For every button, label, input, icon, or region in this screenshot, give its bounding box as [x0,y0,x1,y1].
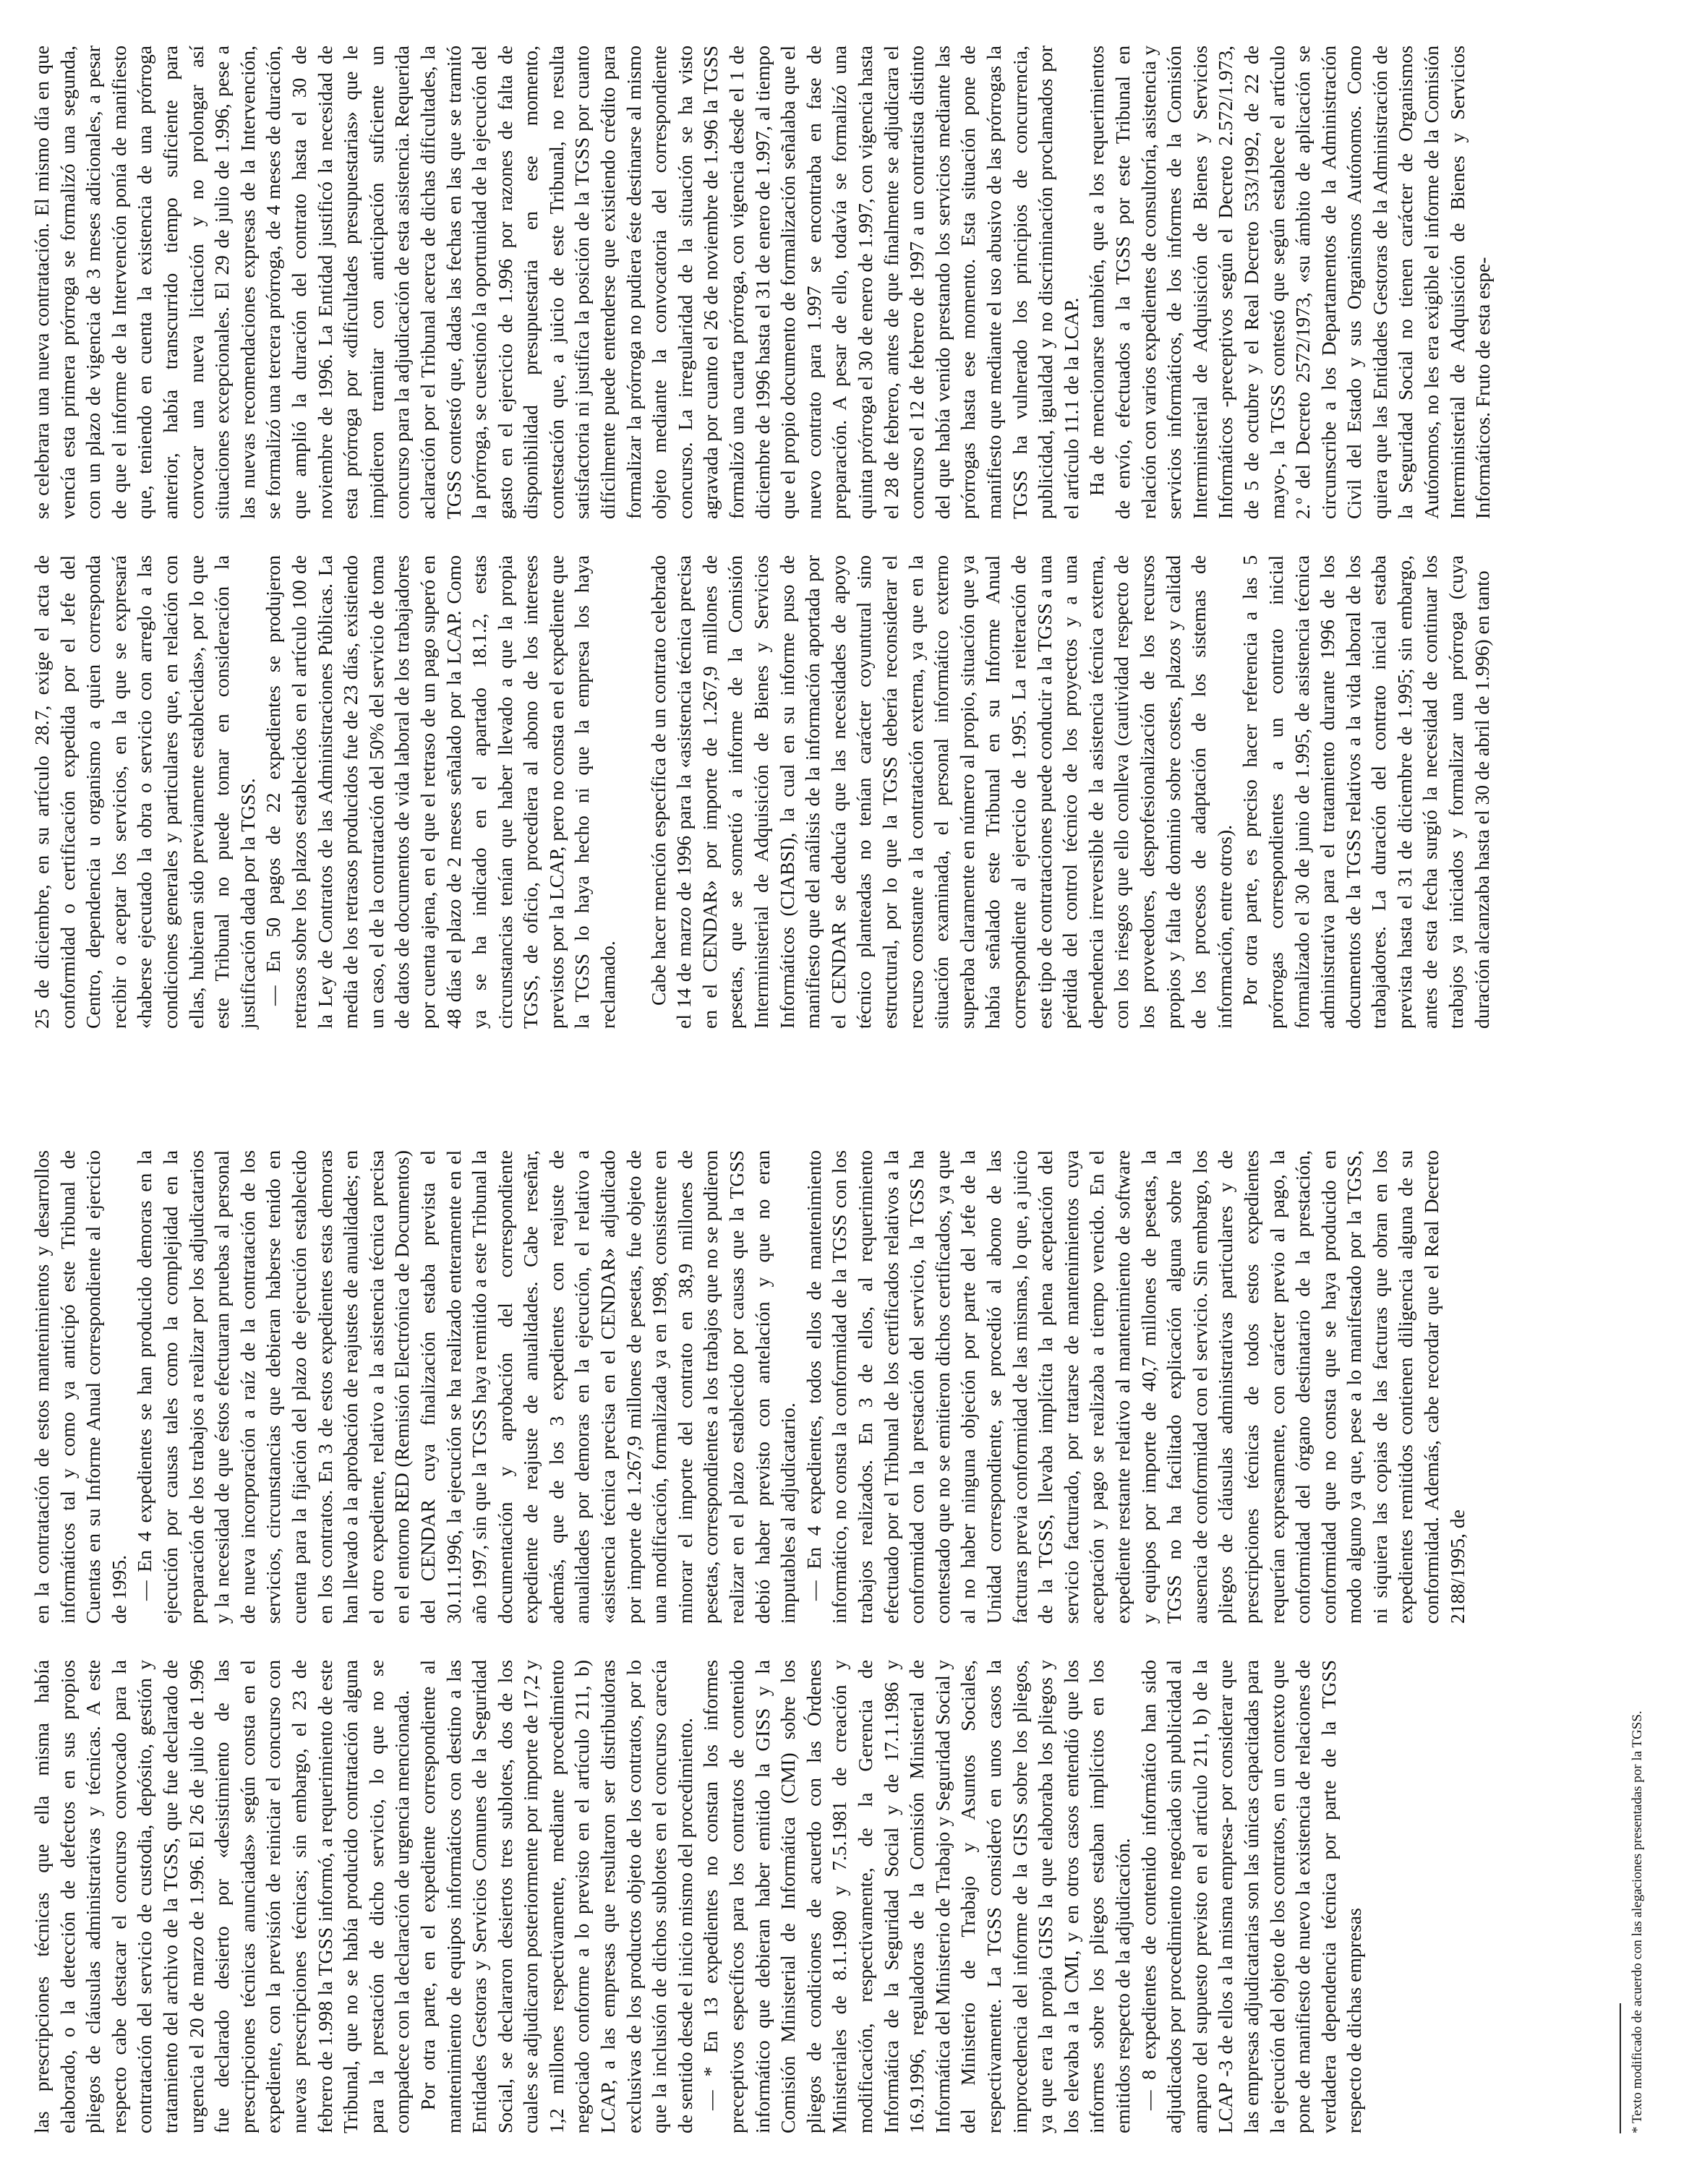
paragraph: Por otra parte, en el expediente correspondiente al mantenimiento de equipos informáticos con destino a las Entidades Gestoras y Servicios Comunes de la Seguridad Social, se declararon desiertos tres sublotes, dos de los cuales se adjudicaron posteriormente por importe de 17,2 y 1,2 millones respectivamente, mediante procedimiento negociado conforme a lo previsto en el artículo 211, b) LCAP, a las empresas que resultaron ser distribuidoras exclusivas de los productos objeto de los contratos, por lo que la inclusión de dichos sublotes en el concurso carecía de sentido desde el inicio mismo del procedimiento. [416,1660,696,2133]
left-column-1 [29,1660,1367,2133]
paragraph: 25 de diciembre, en su artículo 28.7, exige el acta de conformidad o certificación expedida por el Jefe del Centro, dependencia u organismo a quien corresponda recibir o aceptar los servicios, en la que se expresará «haberse ejecutado la obra o servicio con arreglo a las condiciones generales y particulares que, en relación con ellas, hubieran sido previamente establecidas», por lo que este Tribunal no puede tomar en consideración la justificación dada por la TGSS. [30,555,259,1029]
paragraph: — En 4 expedientes se han producido demoras en la ejecución por causas tales como la complejidad en la preparación de los trabajos a realizar por los adjudicatarios y la necesidad de que éstos efectuaran pruebas al personal de nueva incorporación a raíz de la contratación de los servicios, circunstancias que debieran haberse tenido en cuenta para la fijación del plazo de ejecución establecido en los contratos. En 3 de estos expedientes estas demoras han llevado a la aprobación de reajustes de anualidades; en el otro expediente, relativo a la asistencia técnica precisa en el entorno RED (Remisión Electrónica de Documentos) del CENDAR cuya finalización estaba prevista el 30.11.1996, la ejecución se ha realizado enteramente en el año 1997, sin que la TGSS haya remitido a este Tribunal la documentación y aprobación del correspondiente expediente de reajuste de anualidades. Cabe reseñar, además, que de los 3 expedientes con reajuste de anualidades por demoras en la ejecución, el relativo a «asistencia técnica precisa en el CENDAR» adjudicado por importe de 1.267,9 millones de pesetas, fue objeto de una modificación, formalizada ya en 1998, consistente en minorar el importe del contrato en 38,9 millones de pesetas, correspondientes a los trabajos que no se pudieron realizar en el plazo establecido por causas que la TGSS debió haber previsto con antelación y que no eran imputables al adjudicatario. [133,1150,800,1624]
left-column-2 [29,1150,1470,1624]
left-half-page [29,1150,1674,2133]
paragraph: las prescripciones técnicas que ella misma había elaborado, o la detección de defectos en sus propios pliegos de cláusulas administrativas y técnicas. A este respecto cabe destacar el concurso convocado para la contratación del servicio de custodia, depósito, gestión y tratamiento del archivo de la TGSS, que fue declarado de urgencia el 20 de marzo de 1.996. El 26 de julio de 1.996 fue declarado desierto por «desistimiento de las prescripciones técnicas anunciadas» según consta en el expediente, con la previsión de reiniciar el concurso con nuevas prescripciones técnicas; sin embargo, el 23 de febrero de 1.998 la TGSS informó, a requerimiento de este Tribunal, que no se había producido contratación alguna para la prestación de dicho servicio, lo que no se compadece con la declaración de urgencia mencionada. [30,1660,414,2133]
paragraph: Por otra parte, es preciso hacer referencia a las 5 prórrogas correspondientes a un contrato inicial formalizado el 30 de junio de 1.995, de asistencia técnica administrativa para el tratamiento durante 1996 de los documentos de la TGSS relativos a la vida laboral de los trabajadores. La duración del contrato inicial estaba prevista hasta el 31 de diciembre de 1.995; sin embargo, antes de esta fecha surgió la necesidad de continuar los trabajos ya iniciados y formalizar una prórroga (cuya duración alcanzaba hasta el 30 de abril de 1.996) en tanto [1239,555,1493,1029]
footnote-rule [1620,2003,1621,2133]
paragraph: se celebrara una nueva contratación. El mismo día en que vencía esta primera prórroga se formalizó una segunda, con un plazo de vigencia de 3 meses adicionales, a pesar de que el informe de la Intervención ponía de manifiesto que, teniendo en cuenta la existencia de una prórroga anterior, había transcurrido tiempo suficiente para convocar una nueva licitación y no prolongar así situaciones excepcionales. El 29 de julio de 1.996, pese a las nuevas recomendaciones expresas de la Intervención, se formalizó una tercera prórroga, de 4 meses de duración, que amplió la duración del contrato hasta el 30 de noviembre de 1996. La Entidad justificó la necesidad de esta prórroga por «dificultades presupuestarias» que le impidieron tramitar con anticipación suficiente un concurso para la adjudicación de esta asistencia. Requerida aclaración por el Tribunal acerca de dichas dificultades, la TGSS contestó que, dadas las fechas en las que se tramitó la prórroga, se cuestionó la oportunidad de la ejecución del gasto en el ejercicio de 1.996 por razones de falta de disponibilidad presupuestaria en ese momento, contestación que, a juicio de este Tribunal, no resulta satisfactoria ni justifica la posición de la TGSS por cuanto difícilmente puede entenderse que existiendo crédito para formalizar la prórroga no pudiera éste destinarse al mismo objeto mediante la convocatoria del correspondiente concurso. La irregularidad de la situación se ha visto agravada por cuanto el 26 de noviembre de 1.996 la TGSS formalizó una cuarta prórroga, con vigencia desde el 1 de diciembre de 1996 hasta el 31 de enero de 1.997, al tiempo que el propio documento de formalización señalaba que el nuevo contrato para 1.997 se encontraba en fase de preparación. A pesar de ello, todavía se formalizó una quinta prórroga el 30 de enero de 1.997, con vigencia hasta el 28 de febrero, antes de que finalmente se adjudicara el concurso el 12 de febrero de 1997 a un contratista distinto del que había venido prestando los servicios mediante las prórrogas hasta ese momento. Esta situación pone de manifiesto que mediante el uso abusivo de las prórrogas la TGSS ha vulnerado los principios de concurrencia, publicidad, igualdad y no discriminación proclamados por el artículo 11.1 de la LCAP. [30,46,1082,519]
paragraph: — En 50 pagos de 22 expedientes se produjeron retrasos sobre los plazos establecidos en el artículo 100 de la Ley de Contratos de las Administraciones Públicas. La media de los retrasos producidos fue de 23 días, existiendo un caso, el de la contratación del 50% del servicio de toma de datos de documentos de vida laboral de los trabajadores por cuenta ajena, en el que el retraso de un pago superó en 48 días el plazo de 2 meses señalado por la LCAP. Como ya se ha indicado en el apartado 18.1.2, estas circunstancias tenían que haber llevado a que la propia TGSS, de oficio, procediera al abono de los intereses previstos por la LCAP, pero no consta en el expediente que la TGSS lo haya hecho ni que la empresa los haya reclamado. [262,555,620,1029]
page-frame [29,44,1674,2133]
paragraph: Ha de mencionarse también, que a los requerimientos de envío, efectuados a la TGSS por este Tribunal en relación con varios expedientes de consultoría, asistencia y servicios informáticos, de los informes de la Comisión Interministerial de Adquisición de Bienes y Servicios Informáticos -preceptivos según el Decreto 2.572/1.973, de 5 de octubre y el Real Decreto 533/1992, de 22 de mayo-, la TGSS contestó que según establece el artículo 2.º del Decreto 2572/1973, «su ámbito de aplicación se circunscribe a los Departamentos de la Administración Civil del Estado y sus Organismos Autónomos. Como quiera que las Entidades Gestoras de la Administración de la Seguridad Social no tienen carácter de Organismos Autónomos, no les era exigible el informe de la Comisión Interministerial de Adquisición de Bienes y Servicios Informáticos. Fruto de esta espe- [1085,46,1495,519]
footnote: * Texto modificado de acuerdo con las alegaciones presentadas por la TGSS. [1630,1710,1645,2133]
paragraph: — En 4 expedientes, todos ellos de mantenimiento informático, no consta la conformidad de la TGSS con los trabajos realizados. En 3 de ellos, al requerimiento efectuado por el Tribunal de los certificados relativos a la conformidad con la prestación del servicio, la TGSS ha contestado que no se emitieron dichos certificados, ya que al no haber ninguna objeción por parte del Jefe de la Unidad correspondiente, se procedió al abono de las facturas previa conformidad de las mismas, lo que, a juicio de la TGSS, llevaba implícita la plena aceptación del servicio facturado, por tratarse de mantenimientos cuya aceptación y pago se realizaba a tiempo vencido. En el expediente restante relativo al mantenimiento de software y equipos por importe de 40,7 millones de pesetas, la TGSS no ha facilitado explicación alguna sobre la ausencia de conformidad con el servicio. Sin embargo, los pliegos de cláusulas administrativas particulares y de prescripciones técnicas de todos estos expedientes requerían expresamente, con carácter previo al pago, la conformidad del órgano destinatario de la prestación, conformidad que no consta que se haya producido en modo alguno ya que, pese a lo manifestado por la TGSS, ni siquiera las copias de las facturas que obran en los expedientes remitidos contienen diligencia alguna de su conformidad. Además, cabe recordar que el Real Decreto 2188/1995, de [802,1150,1468,1624]
paragraph: Cabe hacer mención específica de un contrato celebrado el 14 de marzo de 1996 para la «asistencia técnica precisa en el CENDAR» por importe de 1.267,9 millones de pesetas, que se sometió a informe de la Comisión Interministerial de Adquisición de Bienes y Servicios Informáticos (CIABSI), la cual en su informe puso de manifiesto que del análisis de la información aportada por el CENDAR se deducía que las necesidades de apoyo técnico planteadas no tenían carácter coyuntural sino estructural, por lo que la TGSS debería reconsiderar el recurso constante a la contratación externa, ya que en la situación examinada, el personal informático externo superaba claramente en número al propio, situación que ya había señalado este Tribunal en su Informe Anual correspondiente al ejercicio de 1.995. La reiteración de este tipo de contrataciones puede conducir a la TGSS a una pérdida del control técnico de los proyectos y a una dependencia irreversible de la asistencia técnica externa, con los riesgos que ello conlleva (cautividad respecto de los proveedores, desprofesionalización de los recursos propios y falta de dominio sobre costes, plazos y calidad de los procesos de adaptación de los sistemas de información, entre otros). [646,555,1236,1029]
paragraph: en la contratación de estos mantenimientos y desarrollos informáticos tal y como ya anticipó este Tribunal de Cuentas en su Informe Anual correspondiente al ejercicio de 1995. [30,1150,130,1624]
paragraph: — * En 13 expedientes no constan los informes preceptivos específicos para los contratos de contenido informático que debieran haber emitido la GISS y la Comisión Ministerial de Informática (CMI) sobre los pliegos de condiciones de acuerdo con las Órdenes Ministeriales de 8.1.1980 y 7.5.1981 de creación y modificación, respectivamente, de la Gerencia de Informática de la Seguridad Social y de 17.1.1986 y 16.9.1996, reguladoras de la Comisión Ministerial de Informática del Ministerio de Trabajo y Seguridad Social y del Ministerio de Trabajo y Asuntos Sociales, respectivamente. La TGSS consideró en unos casos la improcedencia del informe de la GISS sobre los pliegos, ya que era la propia GISS la que elaboraba los pliegos y los elevaba a la CMI, y en otros casos entendió que los informes sobre los pliegos estaban implícitos en los emitidos respecto de la adjudicación. [699,1660,1134,2133]
right-half-page [29,46,1674,1029]
right-column-2 [29,46,1496,519]
paragraph: — 8 expedientes de contenido informático han sido adjudicados por procedimiento negociado sin publicidad al amparo del supuesto previsto en el artículo 211, b) de la LCAP -3 de ellos a la misma empresa- por considerar que las empresas adjudicatarias son las únicas capacitadas para la ejecución del objeto de los contratos, en un contexto que pone de manifiesto de nuevo la existencia de relaciones de verdadera dependencia técnica por parte de la TGSS respecto de dichas empresas [1137,1660,1366,2133]
right-column-1 [29,555,1495,1029]
